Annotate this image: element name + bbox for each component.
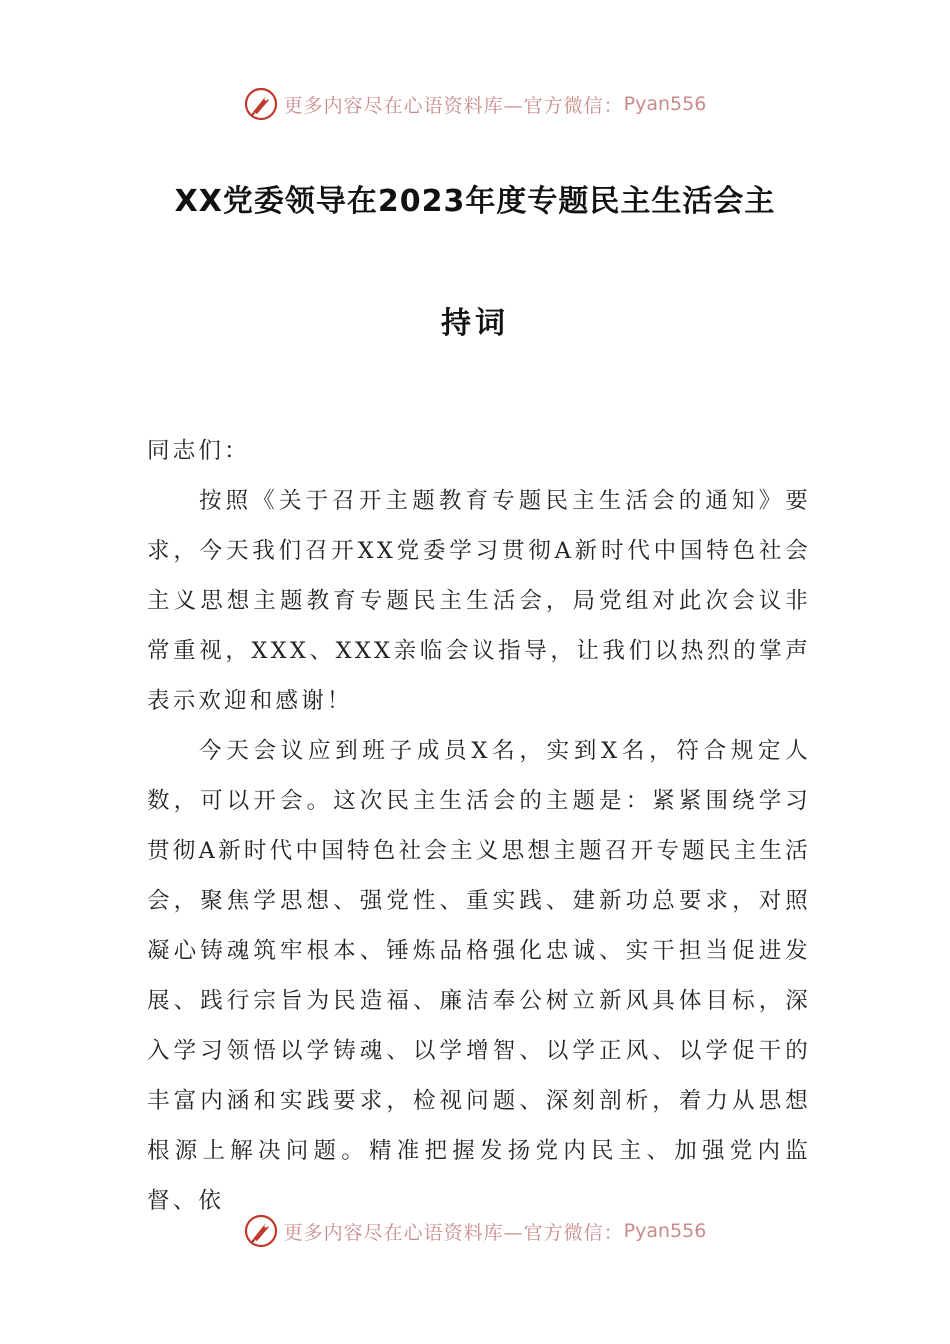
- watermark-text: 更多内容尽在心语资料库—官方微信：: [283, 94, 624, 117]
- pen-nib-logo-icon: [244, 87, 278, 121]
- document-title-line1: XX党委领导在2023年度专题民主生活会主: [174, 184, 776, 219]
- watermark-footer: [0, 1211, 950, 1251]
- document-body: [147, 426, 811, 1226]
- paragraph: 今天会议应到班子成员X名，实到X名，符合规定人数，可以开会。这次民主生活会的主题是：紧紧围绕学习贯彻A新时代中国特色社会主义思想主题召开专题民主生活会，聚焦学思想、强党性、重实践、建新功总要求，对照凝心铸魂筑牢根本、锤炼品格强化忠诚、实干担当促进发展、践行宗旨为民造福、廉洁奉公树立新风具体目标，深入学习领悟以学铸魂、以学增智、以学正风、以学促干的丰富内涵和实践要求，检视问题、深刻剖析，着力从思想根源上解决问题。精准把握发扬党内民主、加强党内监督、依: [147, 738, 811, 1214]
- salutation: 同志们：: [147, 438, 250, 464]
- paragraph: 按照《关于召开主题教育专题民主生活会的通知》要求，今天我们召开XX党委学习贯彻A新时代中国特色社会主义思想主题教育专题民主生活会，局党组对此次会议非常重视，XXX、XXX亲临会议指导，让我们以热烈的掌声表示欢迎和感谢！: [147, 488, 811, 714]
- document-title-line2: 持词: [441, 306, 509, 341]
- watermark-text: 更多内容尽在心语资料库—官方微信：: [283, 1221, 624, 1244]
- watermark-wechat-id: Pyan556: [623, 1220, 707, 1242]
- watermark-wechat-id: Pyan556: [623, 93, 707, 115]
- watermark-header: [0, 84, 950, 124]
- pen-nib-logo-icon: [244, 1214, 278, 1248]
